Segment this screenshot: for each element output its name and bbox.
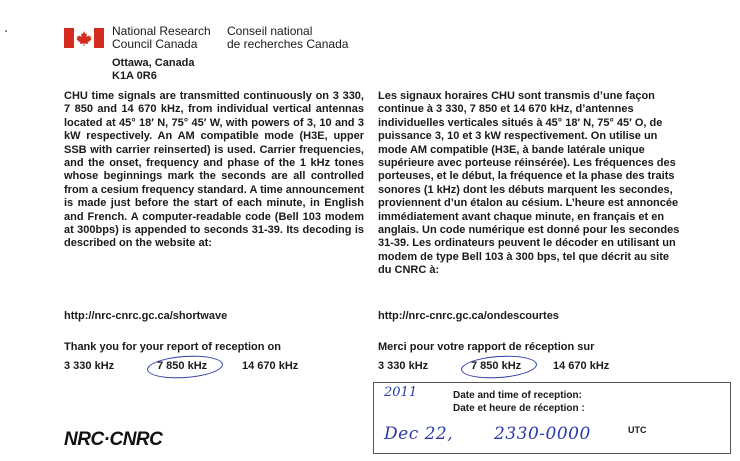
thanks-line-fr: Merci pour votre rapport de réception sur <box>378 341 595 353</box>
frequency-7850-label: 7 850 kHz <box>471 360 522 372</box>
organization-name-en <box>112 25 211 51</box>
org-en-line1: National Research <box>112 24 211 38</box>
frequency-7850 <box>471 360 521 372</box>
circled-mark <box>460 353 537 380</box>
frequency-7850-label: 7 850 kHz <box>157 360 208 372</box>
frequency-3330: 3 330 kHz <box>64 360 115 372</box>
website-url-fr: http://nrc-cnrc.gc.ca/ondescourtes <box>378 310 559 322</box>
frequency-7850 <box>157 360 207 372</box>
english-description: CHU time signals are transmitted continuously on 3 330, 7 850 and 14 670 kHz, from individual vertical antennas located at 45° 18′ N, 75° 45′ W, with powers of 3, 10 and 3 kW respectively. An AM compatible mode (H3E, upper SSB with carrier reinserted) is used. Carrier frequencies, and the onset, frequency and phase of the 1 kHz tones whose beginnings mark the seconds are all controlled from a cesium frequency standard. A time announcement is made just before the start of each minute, in English and French. A computer-readable code (Bell 103 modem at 300bps) is appended to seconds 31-39. Its decoding is described on the website at: <box>64 90 364 250</box>
handwritten-time: 2330-0000 <box>494 424 591 444</box>
website-url-en: http://nrc-cnrc.gc.ca/shortwave <box>64 310 228 322</box>
speck <box>5 30 7 32</box>
reception-label-fr: Date et heure de réception : <box>453 403 585 414</box>
utc-label: UTC <box>628 425 647 435</box>
org-fr-line1: Conseil national <box>227 24 313 38</box>
org-fr-line2: de recherches Canada <box>227 37 349 51</box>
canada-flag-icon <box>64 28 104 48</box>
reception-box <box>373 382 731 454</box>
handwritten-date: Dec 22, <box>384 424 454 444</box>
postal-code: K1A 0R6 <box>112 70 157 82</box>
address <box>112 57 195 83</box>
nrc-cnrc-logo: NRC·CNRC <box>64 429 163 450</box>
handwritten-year: 2011 <box>384 385 418 400</box>
organization-name-fr <box>227 25 348 51</box>
frequency-14670: 14 670 kHz <box>242 360 299 372</box>
thanks-line-en: Thank you for your report of reception on <box>64 341 281 353</box>
reception-label-en: Date and time of reception: <box>453 390 582 401</box>
french-description: Les signaux horaires CHU sont transmis d’une façon continue à 3 330, 7 850 et 14 670 kHz, d’antennes individuelles verticales situés à 45° 18′ N, 75° 45′ O, de puissance 3, 10 et 3 kW respectivement. On utilise un mode AM compatible (H3E, à bande latérale unique supérieure avec porteuse réinsérée). Les fréquences des porteuses, et le début, la fréquence et la phase des traits sonores (1 kHz) dont les débuts marquent les secondes, proviennent d’un étalon au césium. L’heure est annoncée immédiatement avant chaque minute, en français et en anglais. Un code numérique est donné pour les secondes 31-39. Les ordinateurs peuvent le décoder en utilisant un modem de type Bell 103 à 300 bps, tel que décrit au site du CNRC à: <box>378 90 680 277</box>
city: Ottawa, Canada <box>112 57 195 69</box>
frequency-3330: 3 330 kHz <box>378 360 429 372</box>
circled-mark <box>146 353 223 380</box>
org-en-line2: Council Canada <box>112 37 198 51</box>
frequency-14670: 14 670 kHz <box>553 360 610 372</box>
